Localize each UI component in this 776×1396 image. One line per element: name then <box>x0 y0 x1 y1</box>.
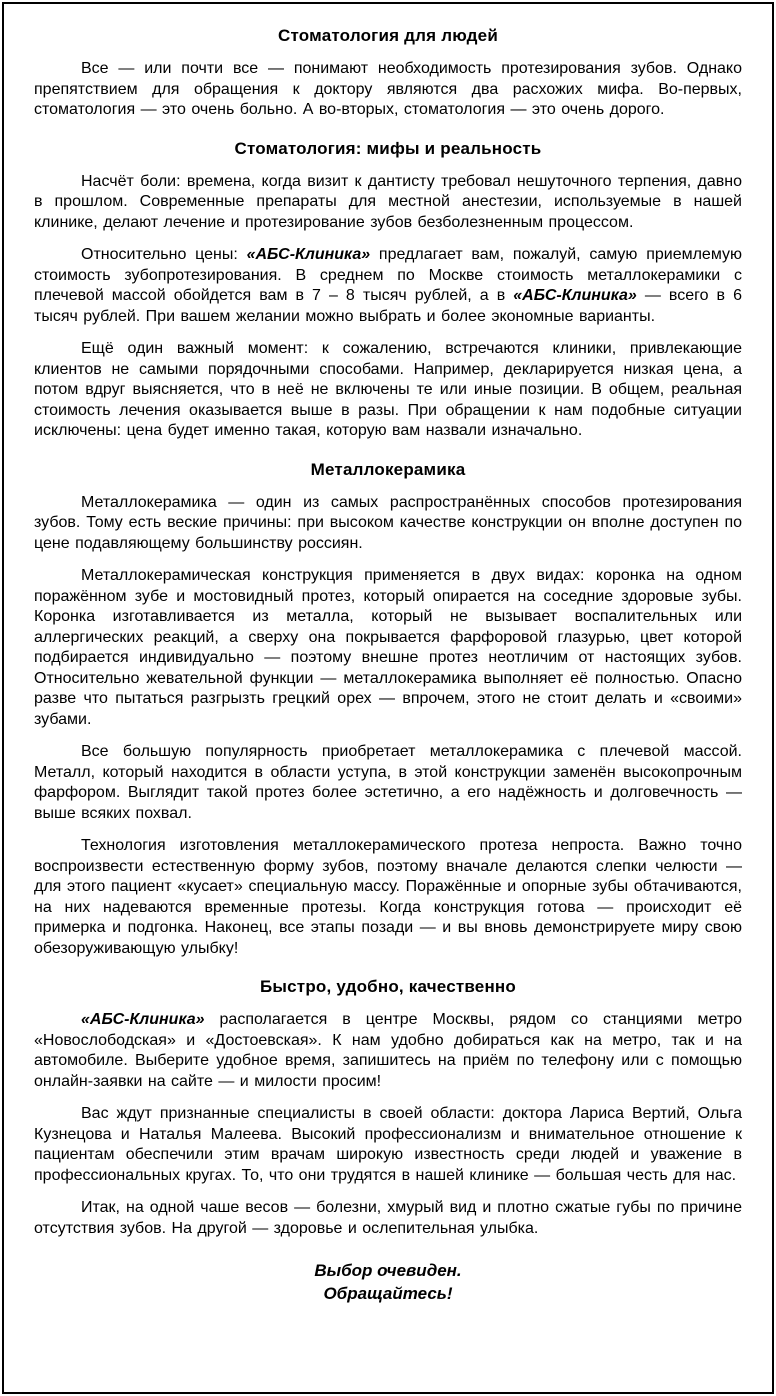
body-text-run: предлагает вам, пожалуй, самую приемлемую стоимость зубопротезирования. В среднем по Москве стоимость металлокерамики с плечевой массой обойдется вам в 7 – 8 тысяч рублей, а в <box>34 246 743 304</box>
brand-name-text: «АБС-Клиника» <box>513 287 637 304</box>
section-heading-ceramics: Металлокерамика <box>310 459 466 479</box>
document-title: Стоматология для людей <box>278 26 498 45</box>
paragraph-hidden-costs: Ещё один важный момент: к сожалению, встречаются клиники, привлекающие клиентов не самыми порядочными способами. Например, декларируется низкая цена, а потом вдруг выясняется, что в неё не включены те или иные позиции. В общем, реальная стоимость лечения оказывается выше в разы. При обращении к нам подобные ситуации исключены: цена будет именно такая, которую вам назвали изначально. <box>34 340 742 439</box>
brand-name-text: «АБС-Клиника» <box>246 246 371 263</box>
paragraph-ceramics-intro: Металлокерамика — один из самых распространённых способов протезирования зубов. Тому есть веские причины: при высоком качестве конструкции он вполне доступен по цене подавляющему большинству россиян. <box>34 493 742 552</box>
paragraph-scales: Итак, на одной чаше весов — болезни, хмурый вид и плотно сжатые губы по причине отсутствия зубов. На другой — здоровье и ослепительная улыбка. <box>34 1199 742 1237</box>
closing-line-2: Обращайтесь! <box>323 1284 453 1303</box>
paragraph-price <box>34 245 742 327</box>
closing-slogan <box>34 1259 742 1305</box>
document-page <box>2 2 774 1394</box>
brand-name-text: «АБС-Клиника» <box>81 1011 205 1028</box>
section-heading-myths: Стоматология: мифы и реальность <box>234 138 542 158</box>
body-text-run: Относительно цены: <box>81 246 247 263</box>
body-text-run: располагается в центре Москвы, рядом со станциями метро «Новослободская» и «Достоевская». К нам удобно добираться как на метро, так и на автомобиле. Выберите удобное время, запишитесь на приём по телефону или с помощью онлайн-заявки на сайте — и милости просим! <box>34 1011 742 1090</box>
paragraph-ceramics-types: Металлокерамическая конструкция применяется в двух видах: коронка на одном поражённом зубе и мостовидный протез, который опирается на соседние здоровые зубы. Коронка изготавливается из металла, который не вызывает воспалительных или аллергических реакций, а сверху она покрывается фарфоровой глазурью, цвет которой подбирается индивидуально — поэтому внешне протез неотличим от настоящих зубов. Относительно жевательной функции — металлокерамика выполняет её полностью. Опасно разве что пытаться разгрызть грецкий орех — впрочем, этого не стоит делать и «своими» зубами. <box>34 567 742 728</box>
body-text-run: — всего в 6 тысяч рублей. При вашем желании можно выбрать и более экономные варианты. <box>34 287 742 325</box>
paragraph-doctors: Вас ждут признанные специалисты в своей области: доктора Лариса Вертий, Ольга Кузнецова и Наталья Малеева. Высокий профессионализм и внимательное отношение к пациентам обеспечили этим врачам широкую известность среди людей и уважение в профессиональных кругах. То, что они трудятся в нашей клинике — большая честь для нас. <box>34 1105 742 1184</box>
paragraph-intro: Все — или почти все — понимают необходимость протезирования зубов. Однако препятствием для обращения к доктору являются два расхожих мифа. Во-первых, стоматология — это очень больно. А во-вторых, стоматология — это очень дорого. <box>34 60 742 118</box>
closing-line-1: Выбор очевиден. <box>314 1261 462 1280</box>
paragraph-pain: Насчёт боли: времена, когда визит к дантисту требовал нешуточного терпения, давно в прошлом. Современные препараты для местной анестезии, используемые в нашей клинике, делают лечение и протезирование зубов безболезненным процессом. <box>34 172 742 231</box>
paragraph-technology: Технология изготовления металлокерамического протеза непроста. Важно точно воспроизвести естественную форму зубов, поэтому вначале делаются слепки челюсти — для этого пациент «кусает» специальную массу. Поражённые и опорные зубы обтачиваются, на них надеваются временные протезы. Когда конструкция готова — происходит её примерка и подгонка. Наконец, все этапы позади — и вы вновь демонстрируете миру свою обезоруживающую улыбку! <box>34 837 742 957</box>
paragraph-shoulder-mass: Все большую популярность приобретает металлокерамика с плечевой массой. Металл, который находится в области уступа, в этой конструкции заменён высокопрочным фарфором. Выглядит такой протез более эстетично, а его надёжность и долговечность — выше всяких похвал. <box>34 743 742 822</box>
section-heading-fast-convenient: Быстро, удобно, качественно <box>260 977 516 996</box>
paragraph-location <box>34 1010 742 1092</box>
